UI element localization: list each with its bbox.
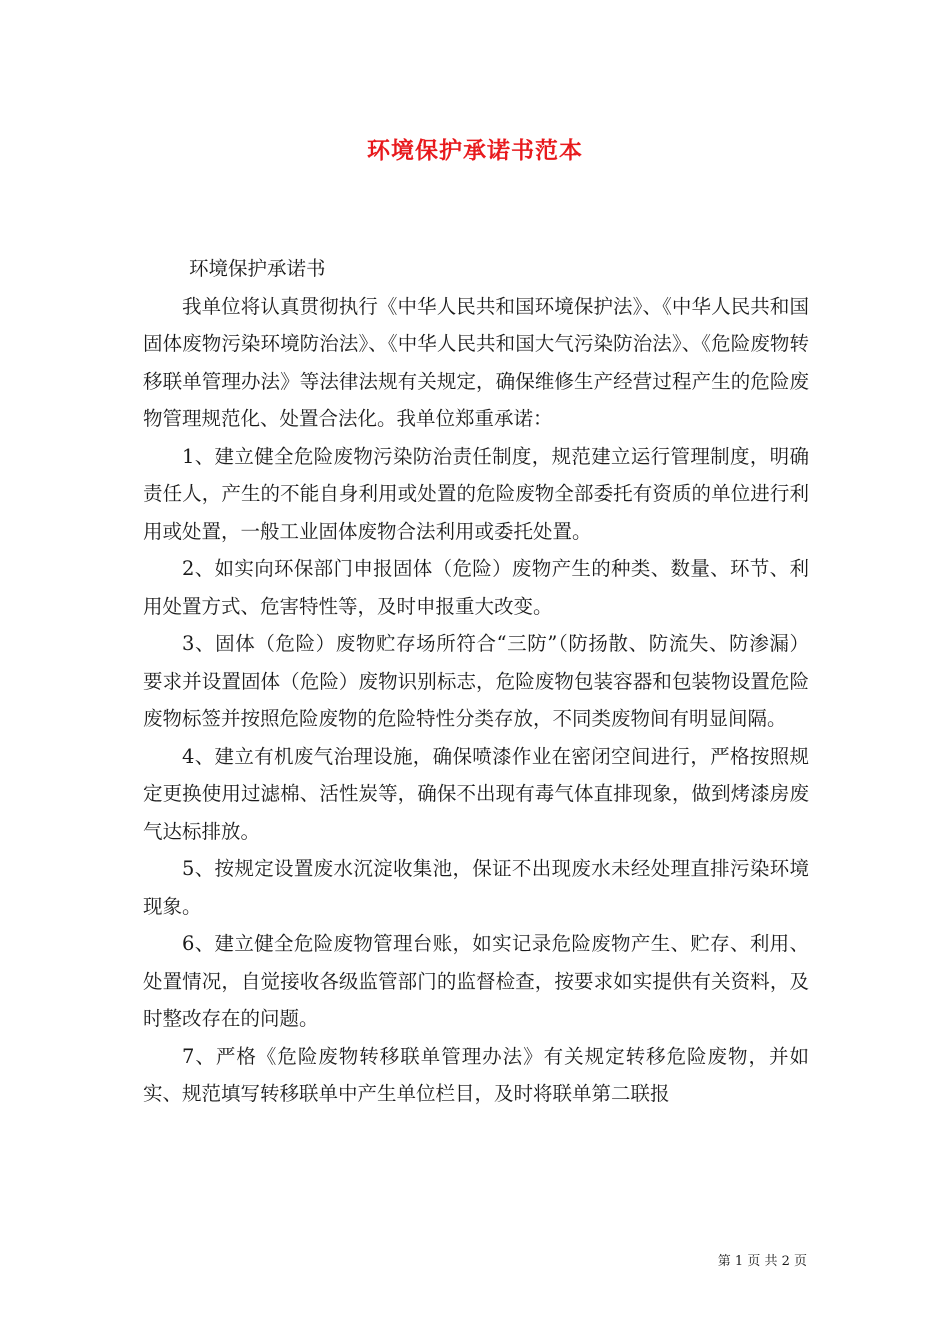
commitment-item-2: 2、如实向环保部门申报固体（危险）废物产生的种类、数量、环节、利用处置方式、危害特性等，及时申报重大改变。 xyxy=(143,557,809,618)
commitment-item-1: 1、建立健全危险废物污染防治责任制度，规范建立运行管理制度，明确责任人，产生的不能自身利用或处置的危险废物全部委托有资质的单位进行利用或处置，一般工业固体废物合法利用或委托处置。 xyxy=(143,444,809,543)
intro-paragraph: 我单位将认真贯彻执行《中华人民共和国环境保护法》、《中华人民共和国固体废物污染环境防治法》、《中华人民共和国大气污染防治法》、《危险废物转移联单管理办法》等法律法规有关规定，确保维修生产经营过程产生的危险废物管理规范化、处置合法化。我单位郑重承诺： xyxy=(143,294,809,430)
document-body xyxy=(143,250,809,1113)
commitment-item-3: 3、固体（危险）废物贮存场所符合“三防”（防扬散、防流失、防渗漏）要求并设置固体（危险）废物识别标志，危险废物包装容器和包装物设置危险废物标签并按照危险废物的危险特性分类存放，不同类废物间有明显间隔。 xyxy=(143,632,809,730)
commitment-item-4: 4、建立有机废气治理设施，确保喷漆作业在密闭空间进行，严格按照规定更换使用过滤棉、活性炭等，确保不出现有毒气体直排现象，做到烤漆房废气达标排放。 xyxy=(143,744,809,843)
commitment-item-7: 7、严格《危险废物转移联单管理办法》有关规定转移危险废物，并如实、规范填写转移联单中产生单位栏目，及时将联单第二联报 xyxy=(143,1044,809,1105)
document-subtitle: 环境保护承诺书 xyxy=(189,257,326,280)
commitment-item-5: 5、按规定设置废水沉淀收集池，保证不出现废水未经处理直排污染环境现象。 xyxy=(143,857,809,918)
commitment-item-6: 6、建立健全危险废物管理台账，如实记录危险废物产生、贮存、利用、处置情况，自觉接收各级监管部门的监督检查，按要求如实提供有关资料，及时整改存在的问题。 xyxy=(143,932,809,1030)
document-title: 环境保护承诺书范本 xyxy=(367,137,583,164)
page-number-footer: 第 1 页 共 2 页 xyxy=(717,1254,807,1269)
